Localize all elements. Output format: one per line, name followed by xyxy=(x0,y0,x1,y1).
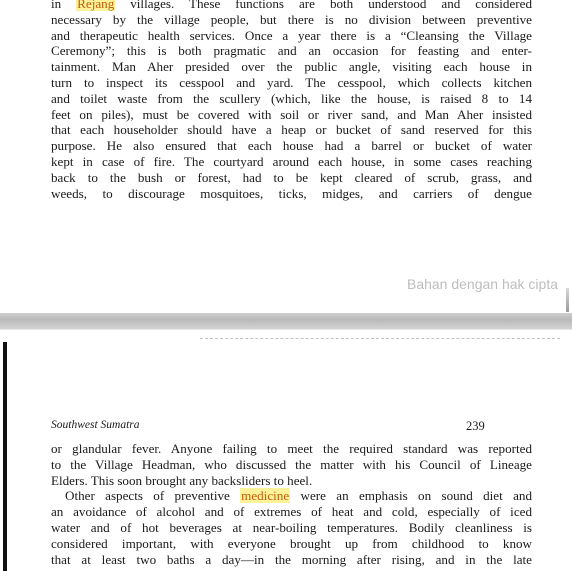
page-left-edge xyxy=(3,342,7,571)
top-page-text xyxy=(51,0,532,201)
running-head: Southwest Sumatra xyxy=(51,419,140,431)
text-line: water and of hot beverages at near-boiling temperatures. Bodily cleanliness is xyxy=(51,519,532,535)
text-line: weeds, to discourage mosquitoes, ticks, midges, and carriers of dengue xyxy=(51,185,532,201)
page-divider xyxy=(0,313,572,329)
text-line: that each householder should have a heap or bucket of sand reserved for this xyxy=(51,122,532,138)
text-line: feet on piles), must be covered with soil or river sand, and Man Aher insisted xyxy=(51,106,532,122)
bottom-page-text xyxy=(51,441,532,567)
page-edge-shadow xyxy=(566,288,569,312)
text-line: that at least two baths a day—in the morning after rising, and in the late xyxy=(51,551,532,567)
text-line: back to the bush or forest, had to be kept cleared of scrub, grass, and xyxy=(51,169,532,185)
text-line: and toilet waste from the scullery (which, like the house, is raised 8 to 14 xyxy=(51,90,532,106)
search-highlight[interactable]: medicine xyxy=(241,488,290,504)
copyright-watermark: Bahan dengan hak cipta xyxy=(406,276,558,292)
text-line: considered important, with everyone brought up from childhood to know xyxy=(51,535,532,551)
text-line: and therapeutic health services. Once a year there is a “Cleansing the Village xyxy=(51,27,532,43)
text-line: an avoidance of alcohol and of extremes of heat and cold, especially of iced xyxy=(51,504,532,520)
search-highlight[interactable]: Rejang xyxy=(76,0,115,11)
text-line: kept in case of fire. The courtyard around each house, in some cases reaching xyxy=(51,153,532,169)
text-line: Other aspects of preventive medicine were an emphasis on sound diet and xyxy=(65,488,532,504)
text-line: to the Village Headman, who discussed the matter with his Council of Lineage xyxy=(51,456,532,472)
text-line: Elders. This soon brought any backsliders to heel. xyxy=(51,472,313,488)
text-line: necessary by the village people, but there is no division between preventive xyxy=(51,11,532,27)
page-number: 239 xyxy=(466,419,485,433)
text-line: turn to inspect its cesspool and yard. The cesspool, which collects kitchen xyxy=(51,74,532,90)
text-line: in Rejang villages. These functions are both understood and considered xyxy=(51,0,532,12)
scan-artifact xyxy=(200,338,560,341)
text-line: tainment. Man Aher presided over the public angle, visiting each house in xyxy=(51,59,532,75)
text-line: purpose. He also ensured that each house had a barrel or bucket of water xyxy=(51,138,532,154)
text-line: or glandular fever. Anyone failing to meet the required standard was reported xyxy=(51,441,532,456)
text-line: Ceremony”; this is both pragmatic and an occasion for feasting and enter- xyxy=(51,43,532,59)
